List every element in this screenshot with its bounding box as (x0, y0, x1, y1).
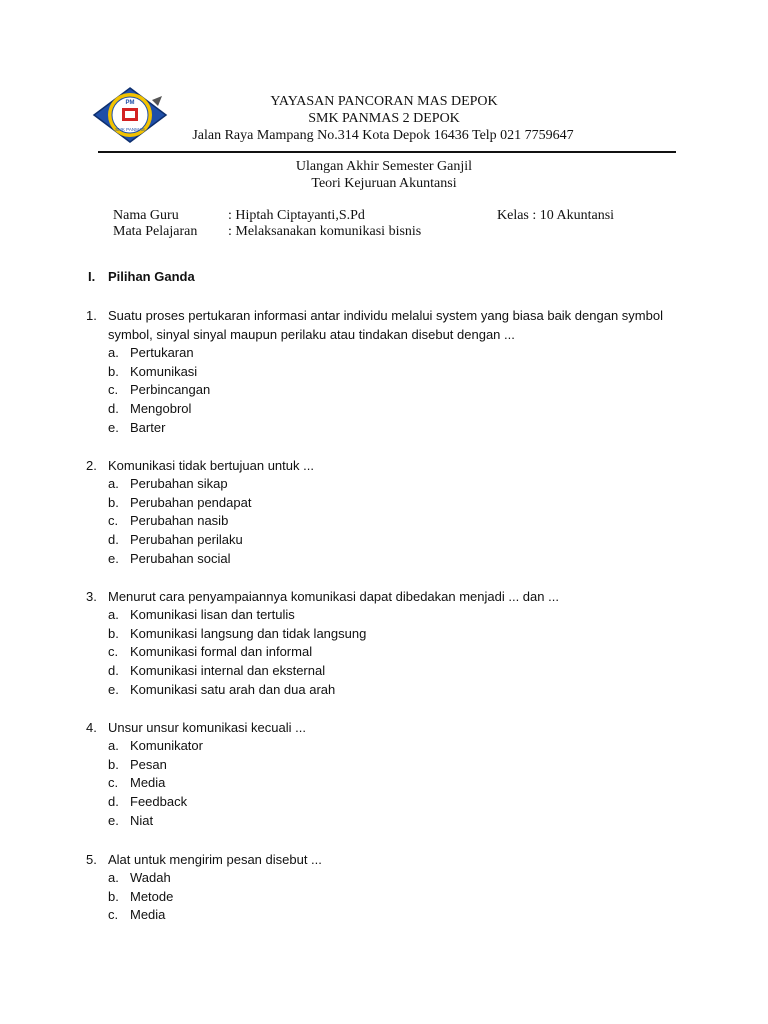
question-number: 4. (86, 720, 97, 735)
option-a: a. Komunikator (108, 738, 203, 753)
exam-subject: Teori Kejuruan Akuntansi (311, 176, 457, 191)
question-number: 3. (86, 589, 97, 604)
question-4 (86, 718, 676, 831)
option-e: e. Barter (108, 419, 166, 435)
question-text (86, 850, 676, 869)
question-5 (86, 850, 676, 925)
mapel-label: Mata Pelajaran (113, 224, 198, 239)
option-e: e. Niat (108, 812, 154, 828)
option-c: c. Perbincangan (108, 382, 211, 398)
question-3 (86, 587, 676, 700)
question-number: 1. (86, 308, 97, 323)
option-c: c. Komunikasi formal dan informal (108, 644, 313, 660)
question-line: Alat untuk mengirim pesan disebut ... (108, 852, 322, 867)
option-b: b. Metode (108, 888, 174, 904)
option-b: b. Komunikasi langsung dan tidak langsung (108, 625, 367, 641)
foundation-name: YAYASAN PANCORAN MAS DEPOK (270, 94, 498, 109)
option-a: a. Wadah (108, 870, 171, 885)
question-line: Menurut cara penyampaiannya komunikasi dapat dibedakan menjadi ... dan ... (108, 589, 559, 604)
question-2 (86, 456, 676, 569)
question-number: 5. (86, 852, 97, 867)
option-e: e. Komunikasi satu arah dan dua arah (108, 681, 336, 697)
section-title: Pilihan Ganda (108, 269, 195, 284)
letterhead (0, 93, 768, 144)
header-divider (98, 151, 676, 153)
question-line: Suatu proses pertukaran informasi antar individu melalui system yang biasa baik dengan symbol (108, 308, 663, 323)
question-text (86, 587, 676, 606)
school-name: SMK PANMAS 2 DEPOK (308, 111, 460, 126)
question-text (86, 456, 676, 475)
option-d: d. Mengobrol (108, 401, 192, 417)
option-c: c. Perubahan nasib (108, 513, 229, 529)
guru-value: : Hiptah Ciptayanti,S.Pd (228, 208, 365, 223)
option-a: a. Pertukaran (108, 345, 194, 360)
question-1 (86, 306, 676, 438)
school-address: Jalan Raya Mampang No.314 Kota Depok 16436 Telp 021 7759647 (192, 128, 574, 143)
option-c: c. Media (108, 775, 166, 791)
option-e: e. Perubahan social (108, 550, 231, 566)
option-a: a. Komunikasi lisan dan tertulis (108, 607, 295, 622)
logo-motto: SMK PANMAS (115, 127, 145, 132)
logo-text: PM (125, 100, 135, 106)
section-number: I. (88, 269, 96, 284)
guru-label: Nama Guru (113, 208, 179, 223)
option-b: b. Komunikasi (108, 363, 198, 379)
question-text (86, 718, 676, 737)
kelas-info: Kelas : 10 Akuntansi (497, 208, 615, 223)
question-line: Unsur unsur komunikasi kecuali ... (108, 720, 306, 735)
question-text (86, 306, 676, 344)
exam-heading (0, 158, 768, 192)
option-a: a. Perubahan sikap (108, 476, 228, 491)
mapel-value: : Melaksanakan komunikasi bisnis (228, 224, 422, 239)
exam-title: Ulangan Akhir Semester Ganjil (295, 159, 473, 174)
option-d: d. Feedback (108, 794, 188, 810)
option-d: d. Komunikasi internal dan eksternal (108, 663, 326, 679)
option-b: b. Pesan (108, 756, 167, 772)
question-line: Komunikasi tidak bertujuan untuk ... (108, 458, 314, 473)
question-line: symbol, sinyal sinyal maupun perilaku atau tindakan disebut dengan ... (108, 327, 515, 342)
question-number: 2. (86, 458, 97, 473)
option-c: c. Media (108, 907, 166, 923)
option-d: d. Perubahan perilaku (108, 532, 243, 548)
option-b: b. Perubahan pendapat (108, 494, 252, 510)
section-heading (88, 269, 195, 284)
